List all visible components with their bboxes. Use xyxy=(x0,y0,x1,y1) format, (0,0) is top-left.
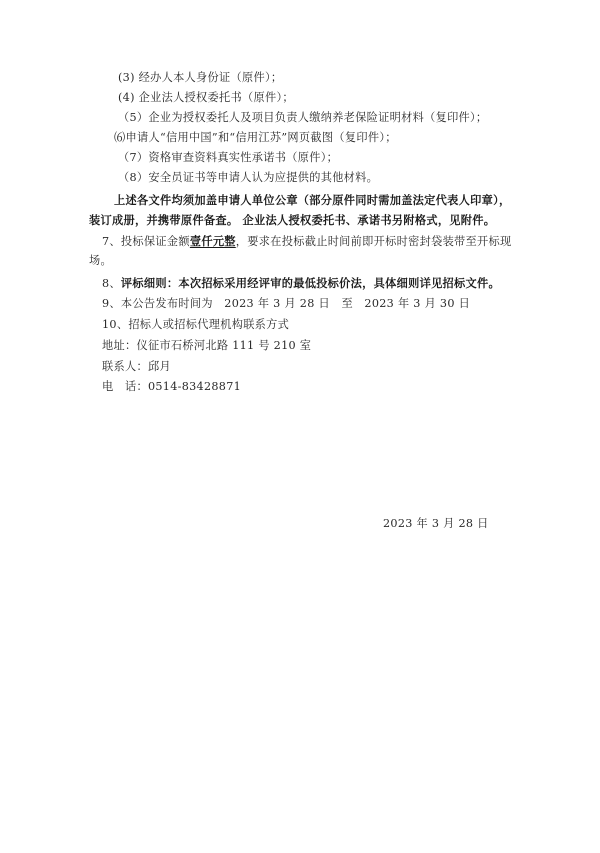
item-8: （8）安全员证书等申请人认为应提供的其他材料。 xyxy=(118,171,379,184)
signature-date: 2023 年 3 月 28 日 xyxy=(383,517,489,530)
section-9: 9、本公告发布时间为 2023 年 3 月 28 日 至 2023 年 3 月 30 日 xyxy=(102,297,471,310)
section-7-suffix: ，要求在投标截止时间前即开标时密封袋装带至开标现 xyxy=(235,235,512,248)
contact-address: 地址：仪征市石桥河北路 111 号 210 室 xyxy=(102,339,312,352)
section-7-prefix: 7、投标保证金额 xyxy=(102,235,190,248)
section-8-prefix: 8、 xyxy=(102,277,121,290)
item-4: (4) 企业法人授权委托书（原件）； xyxy=(118,91,294,104)
section-8 xyxy=(102,275,500,292)
deposit-amount: 壹仟元整 xyxy=(189,234,236,248)
section-8-text: 评标细则：本次招标采用经评审的最低投标价法，具体细则详见招标文件。 xyxy=(120,276,500,290)
note-line-2: 装订成册，并携带原件备查。 企业法人授权委托书、承诺书另附格式，见附件。 xyxy=(89,213,496,227)
section-7 xyxy=(102,233,512,250)
section-7-line-2: 场。 xyxy=(89,254,112,267)
contact-person: 联系人：邱月 xyxy=(102,360,171,373)
note-line-1: 上述各文件均须加盖申请人单位公章（部分原件同时需加盖法定代表人印章）， xyxy=(114,193,511,207)
item-7: （7）资格审查资料真实性承诺书（原件）； xyxy=(118,151,339,164)
item-3: (3) 经办人本人身份证（原件）； xyxy=(118,71,283,84)
item-6: ⑹申请人“信用中国”和“信用江苏”网页截图（复印件）； xyxy=(114,131,397,144)
contact-phone: 电 话：0514-83428871 xyxy=(102,380,242,393)
section-10-title: 10、招标人或招标代理机构联系方式 xyxy=(102,318,290,331)
item-5: （5）企业为授权委托人及项目负责人缴纳养老保险证明材料（复印件）； xyxy=(118,111,488,124)
